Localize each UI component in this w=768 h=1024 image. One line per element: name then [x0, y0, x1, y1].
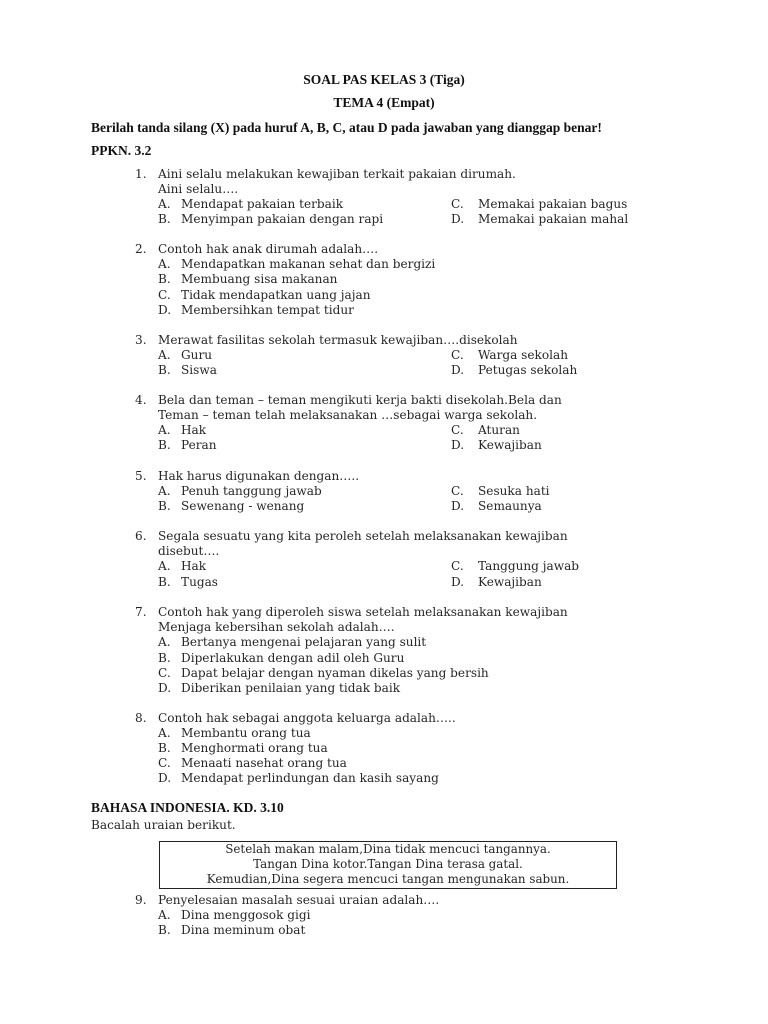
- option-text: Hak: [181, 559, 207, 573]
- option-letter: B.: [158, 212, 171, 226]
- section-heading-bahasa: BAHASA INDONESIA. KD. 3.10: [91, 800, 284, 815]
- option-letter: A.: [158, 484, 171, 498]
- option-text: Menaati nasehat orang tua: [181, 756, 347, 770]
- option-letter: A.: [158, 423, 171, 437]
- option-letter: A.: [158, 257, 171, 271]
- option-letter: B.: [158, 363, 171, 377]
- option-letter: C.: [158, 288, 171, 302]
- option-text: Dina meminum obat: [181, 923, 306, 937]
- question-text: Segala sesuatu yang kita peroleh setelah melaksanakan kewajiban: [158, 529, 568, 543]
- option-text: Peran: [181, 438, 217, 452]
- option-letter: D.: [451, 212, 465, 226]
- option-text: Mendapat perlindungan dan kasih sayang: [181, 771, 439, 785]
- question-text: Aini selalu melakukan kewajiban terkait pakaian dirumah.: [158, 167, 516, 181]
- option-text: Membuang sisa makanan: [181, 272, 338, 286]
- option-letter: B.: [158, 741, 171, 755]
- option-text: Bertanya mengenai pelajaran yang sulit: [181, 635, 427, 649]
- option-text: Menyimpan pakaian dengan rapi: [181, 212, 384, 226]
- option-letter: D.: [158, 303, 172, 317]
- option-text: Guru: [181, 348, 213, 362]
- option-letter: D.: [451, 499, 465, 513]
- option-text: Semaunya: [478, 499, 542, 513]
- option-text: Membersihkan tempat tidur: [181, 303, 354, 317]
- question-text: Hak harus digunakan dengan…..: [158, 469, 360, 483]
- question-number: 1.: [135, 167, 147, 181]
- option-letter: A.: [158, 635, 171, 649]
- question-number: 2.: [135, 242, 147, 256]
- option-text: Diperlakukan dengan adil oleh Guru: [181, 651, 405, 665]
- option-letter: C.: [158, 756, 171, 770]
- option-text: Diberikan penilaian yang tidak baik: [181, 681, 401, 695]
- option-text: Kewajiban: [478, 575, 542, 589]
- option-letter: C.: [451, 559, 464, 573]
- question-text: Aini selalu….: [158, 182, 239, 196]
- option-text: Tugas: [181, 575, 219, 589]
- option-text: Sewenang - wenang: [181, 499, 305, 513]
- exam-theme: TEMA 4 (Empat): [333, 95, 435, 110]
- question-text: disebut….: [158, 544, 220, 558]
- option-text: Dapat belajar dengan nyaman dikelas yang bersih: [181, 666, 489, 680]
- option-letter: A.: [158, 559, 171, 573]
- option-text: Mendapatkan makanan sehat dan bergizi: [181, 257, 436, 271]
- question-text: Teman – teman telah melaksanakan …sebagai warga sekolah.: [158, 408, 538, 422]
- option-text: Tanggung jawab: [478, 559, 580, 573]
- question-text: Penyelesaian masalah sesuai uraian adalah….: [158, 893, 440, 907]
- question-number: 9.: [135, 893, 147, 907]
- exam-title: SOAL PAS KELAS 3 (Tiga): [303, 72, 465, 87]
- exam-instruction: Berilah tanda silang (X) pada huruf A, B, C, atau D pada jawaban yang dianggap benar!: [91, 120, 602, 135]
- option-text: Memakai pakaian mahal: [478, 212, 629, 226]
- option-letter: C.: [158, 666, 171, 680]
- option-letter: D.: [451, 575, 465, 589]
- option-letter: A.: [158, 197, 171, 211]
- question-number: 3.: [135, 333, 147, 347]
- reading-intro: Bacalah uraian berikut.: [91, 818, 236, 832]
- question-text: Contoh hak yang diperoleh siswa setelah melaksanakan kewajiban: [158, 605, 568, 619]
- option-text: Penuh tanggung jawab: [181, 484, 322, 498]
- section-heading-ppkn: PPKN. 3.2: [91, 143, 152, 158]
- option-text: Hak: [181, 423, 207, 437]
- option-letter: C.: [451, 348, 464, 362]
- option-text: Sesuka hati: [478, 484, 550, 498]
- option-text: Aturan: [478, 423, 520, 437]
- question-number: 8.: [135, 711, 147, 725]
- question-text: Bela dan teman – teman mengikuti kerja bakti disekolah.Bela dan: [158, 393, 562, 407]
- option-letter: A.: [158, 726, 171, 740]
- option-letter: D.: [451, 363, 465, 377]
- option-letter: C.: [451, 484, 464, 498]
- option-text: Kewajiban: [478, 438, 542, 452]
- option-letter: B.: [158, 575, 171, 589]
- option-letter: D.: [158, 681, 172, 695]
- option-text: Membantu orang tua: [181, 726, 311, 740]
- question-number: 6.: [135, 529, 147, 543]
- option-letter: B.: [158, 272, 171, 286]
- option-text: Memakai pakaian bagus: [478, 197, 628, 211]
- question-number: 5.: [135, 469, 147, 483]
- story-line: Kemudian,Dina segera mencuci tangan mengunakan sabun.: [206, 872, 570, 886]
- option-text: Warga sekolah: [478, 348, 569, 362]
- option-letter: D.: [451, 438, 465, 452]
- option-text: Petugas sekolah: [478, 363, 578, 377]
- option-letter: C.: [451, 197, 464, 211]
- question-number: 4.: [135, 393, 147, 407]
- option-text: Siswa: [181, 363, 217, 377]
- question-text: Contoh hak anak dirumah adalah….: [158, 242, 379, 256]
- option-letter: B.: [158, 499, 171, 513]
- story-line: Tangan Dina kotor.Tangan Dina terasa gatal.: [253, 857, 523, 871]
- question-number: 7.: [135, 605, 147, 619]
- option-text: Menghormati orang tua: [181, 741, 328, 755]
- option-text: Mendapat pakaian terbaik: [181, 197, 344, 211]
- question-text: Menjaga kebersihan sekolah adalah….: [158, 620, 395, 634]
- option-letter: B.: [158, 651, 171, 665]
- story-line: Setelah makan malam,Dina tidak mencuci tangannya.: [225, 842, 551, 856]
- option-text: Tidak mendapatkan uang jajan: [181, 288, 371, 302]
- option-letter: A.: [158, 348, 171, 362]
- option-letter: B.: [158, 438, 171, 452]
- option-letter: C.: [451, 423, 464, 437]
- option-letter: B.: [158, 923, 171, 937]
- option-letter: A.: [158, 908, 171, 922]
- question-text: Contoh hak sebagai anggota keluarga adalah…..: [158, 711, 456, 725]
- question-text: Merawat fasilitas sekolah termasuk kewajiban….disekolah: [158, 333, 518, 347]
- option-text: Dina menggosok gigi: [181, 908, 311, 922]
- story-box: [159, 841, 617, 889]
- option-letter: D.: [158, 771, 172, 785]
